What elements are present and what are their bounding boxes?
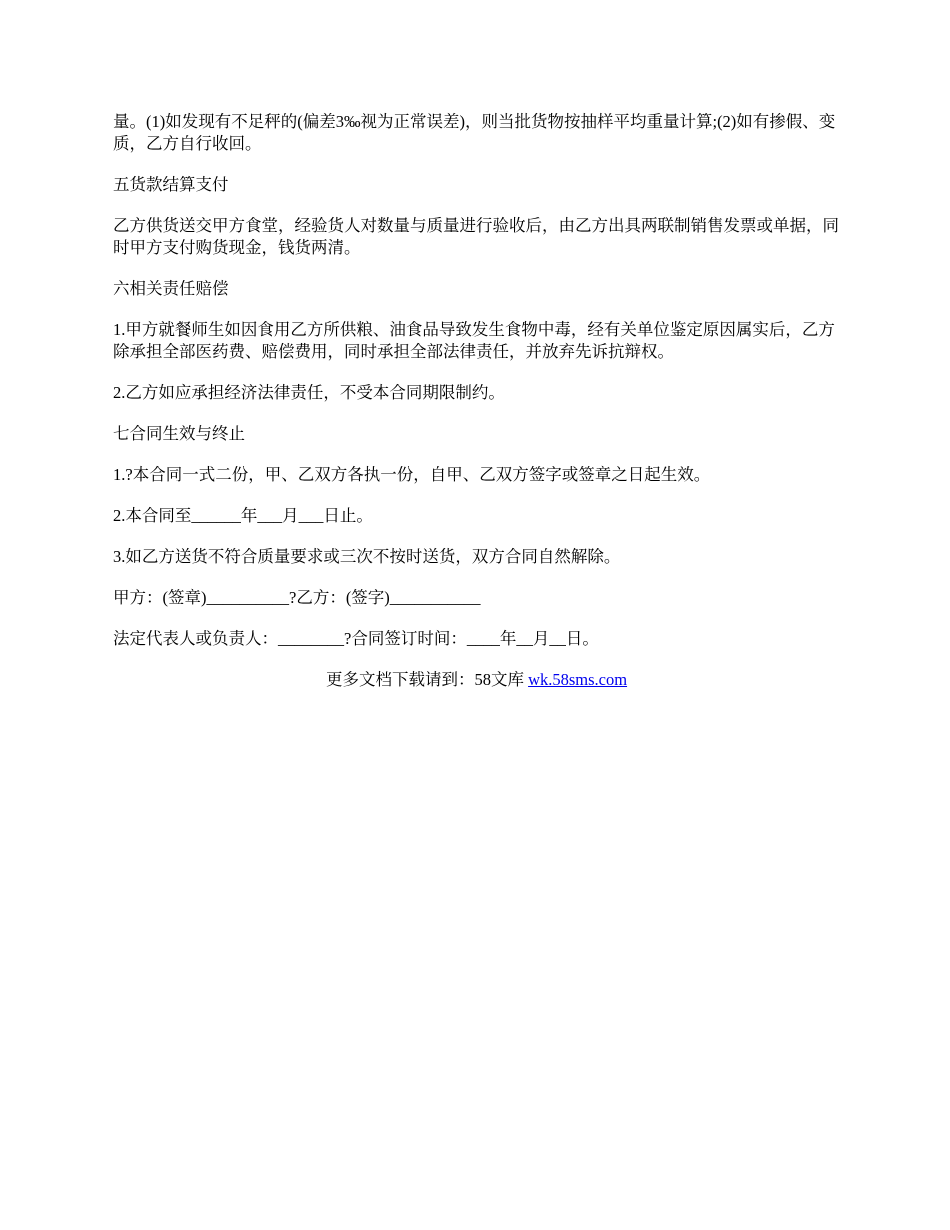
paragraph-effect-2: 2.本合同至______年___月___日止。 [113,506,373,525]
footer-text: 更多文档下载请到：58文库 [325,670,524,689]
signature-line: 甲方：(签章)__________?乙方：(签字)___________ [113,588,481,607]
paragraph-effect-1: 1.?本合同一式二份，甲、乙双方各执一份，自甲、乙双方签字或签章之日起生效。 [113,465,711,484]
representative-line: 法定代表人或负责人：________?合同签订时间：____年__月__日。 [113,629,599,648]
section-heading-liability: 六相关责任赔偿 [113,279,229,298]
paragraph-weight-clause: 量。(1)如发现有不足秤的(偏差3‰视为正常误差)，则当批货物按抽样平均重量计算;(2)如有掺假、变质，乙方自行收回。 [113,112,836,153]
section-heading-effect: 七合同生效与终止 [113,424,245,443]
document-page [113,111,840,710]
paragraph-liability-2: 2.乙方如应承担经济法律责任，不受本合同期限制约。 [113,383,505,402]
section-heading-payment: 五货款结算支付 [113,175,229,194]
paragraph-effect-3: 3.如乙方送货不符合质量要求或三次不按时送货，双方合同自然解除。 [113,547,621,566]
footer-link[interactable]: wk.58sms.com [528,670,628,689]
paragraph-liability-1: 1.甲方就餐师生如因食用乙方所供粮、油食品导致发生食物中毒，经有关单位鉴定原因属实后，乙方除承担全部医药费、赔偿费用，同时承担全部法律责任，并放弃先诉抗辩权。 [113,320,835,361]
paragraph-payment: 乙方供货送交甲方食堂，经验货人对数量与质量进行验收后，由乙方出具两联制销售发票或单据，同时甲方支付购货现金，钱货两清。 [113,216,839,257]
footer-download [113,669,840,691]
